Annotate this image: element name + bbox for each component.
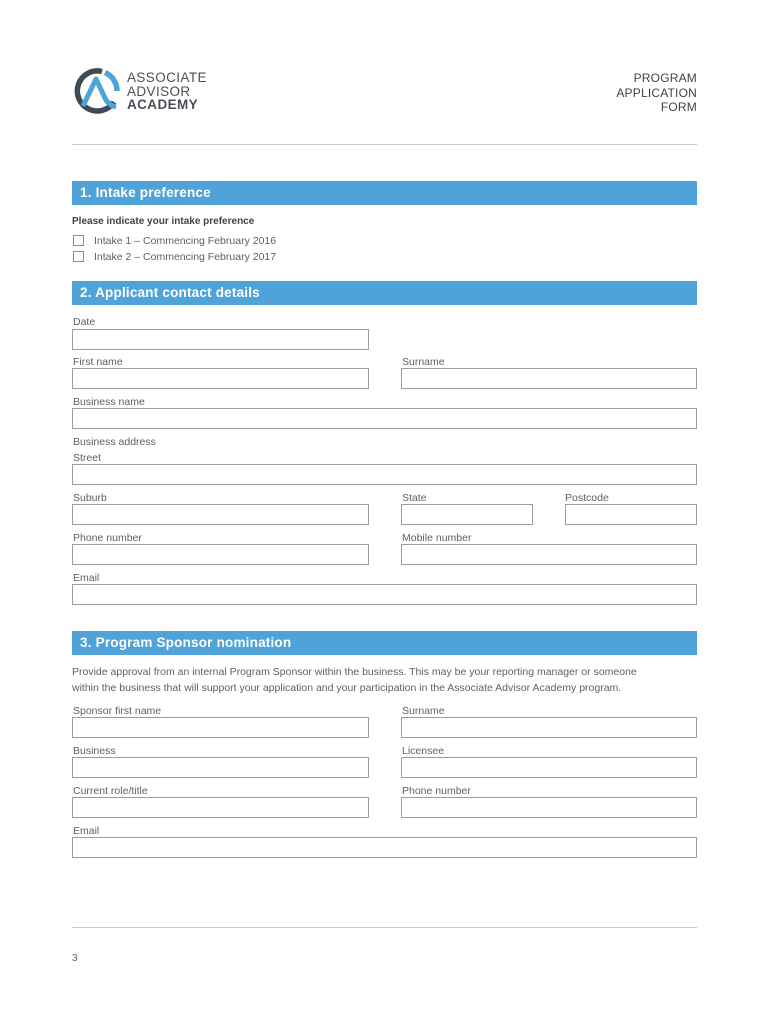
street-field[interactable] bbox=[72, 464, 697, 485]
state-label: State bbox=[402, 492, 427, 504]
business-name-field[interactable] bbox=[72, 408, 697, 429]
postcode-label: Postcode bbox=[565, 492, 609, 504]
first-name-field[interactable] bbox=[72, 368, 369, 389]
phone-field[interactable] bbox=[72, 544, 369, 565]
intake-1-checkbox[interactable] bbox=[73, 235, 84, 246]
sponsor-first-name-field[interactable] bbox=[72, 717, 369, 738]
sponsor-surname-field[interactable] bbox=[401, 717, 697, 738]
business-address-label: Business address bbox=[73, 436, 156, 448]
sponsor-surname-label: Surname bbox=[402, 705, 445, 717]
phone-label: Phone number bbox=[73, 532, 142, 544]
state-field[interactable] bbox=[401, 504, 533, 525]
sponsor-email-label: Email bbox=[73, 825, 100, 837]
licensee-field[interactable] bbox=[401, 757, 697, 778]
date-field[interactable] bbox=[72, 329, 369, 350]
section-heading-intake: 1. Intake preference bbox=[72, 181, 697, 205]
sponsor-first-name-label: Sponsor first name bbox=[73, 705, 162, 717]
sponsor-phone-field[interactable] bbox=[401, 797, 697, 818]
surname-field[interactable] bbox=[401, 368, 697, 389]
sponsor-intro bbox=[72, 665, 702, 696]
academy-logo-text bbox=[127, 71, 207, 112]
licensee-label: Licensee bbox=[402, 745, 445, 757]
surname-label: Surname bbox=[402, 356, 445, 368]
suburb-label: Suburb bbox=[73, 492, 107, 504]
intake-1-label: Intake 1 – Commencing February 2016 bbox=[94, 235, 277, 247]
intake-question: Please indicate your intake preference bbox=[72, 216, 255, 227]
page-number: 3 bbox=[72, 953, 78, 964]
logo-line-associate: ASSOCIATE bbox=[127, 70, 207, 85]
suburb-field[interactable] bbox=[72, 504, 369, 525]
footer-divider bbox=[72, 927, 697, 928]
sponsor-business-field[interactable] bbox=[72, 757, 369, 778]
first-name-label: First name bbox=[73, 356, 123, 368]
role-label: Current role/title bbox=[73, 785, 148, 797]
date-label: Date bbox=[73, 316, 96, 328]
postcode-field[interactable] bbox=[565, 504, 697, 525]
form-title-line2: APPLICATION bbox=[616, 85, 697, 100]
mobile-field[interactable] bbox=[401, 544, 697, 565]
sponsor-intro-line1: Provide approval from an internal Program Sponsor within the business. This may be your reporting manager or someone bbox=[72, 666, 637, 678]
intake-2-label: Intake 2 – Commencing February 2017 bbox=[94, 251, 277, 263]
header-divider bbox=[72, 144, 697, 145]
logo-line-advisor: ADVISOR bbox=[127, 83, 191, 99]
section-heading-sponsor: 3. Program Sponsor nomination bbox=[72, 631, 697, 655]
section-heading-contact: 2. Applicant contact details bbox=[72, 281, 697, 305]
sponsor-business-label: Business bbox=[73, 745, 116, 757]
business-name-label: Business name bbox=[73, 396, 145, 408]
sponsor-intro-line2: within the business that will support your application and your participation in the Associate Advisor Academy program. bbox=[72, 681, 622, 694]
email-label: Email bbox=[73, 572, 100, 584]
sponsor-email-field[interactable] bbox=[72, 837, 697, 858]
role-field[interactable] bbox=[72, 797, 369, 818]
sponsor-phone-label: Phone number bbox=[402, 785, 471, 797]
academy-logo-icon bbox=[72, 66, 122, 116]
form-title bbox=[616, 71, 697, 115]
email-field[interactable] bbox=[72, 584, 697, 605]
street-label: Street bbox=[73, 452, 102, 464]
logo-line-academy: ACADEMY bbox=[127, 97, 199, 112]
form-title-line3: FORM bbox=[660, 100, 697, 114]
mobile-label: Mobile number bbox=[402, 532, 472, 544]
intake-2-checkbox[interactable] bbox=[73, 251, 84, 262]
form-title-line1: PROGRAM bbox=[633, 71, 697, 85]
